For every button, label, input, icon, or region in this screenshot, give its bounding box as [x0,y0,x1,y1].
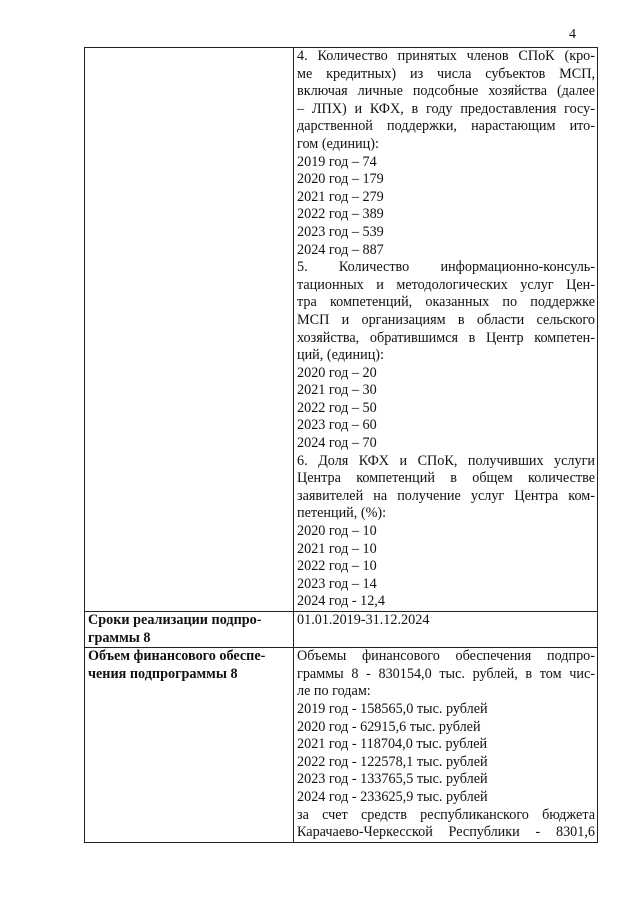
value-line: гом (единиц): [297,135,379,152]
value-line: 4. Количество принятых членов СПоК (кро- [297,48,595,64]
value-line: 2020 год – 179 [297,171,384,188]
row-value-cell [294,648,598,843]
value-line: – ЛПХ) и КФХ, в году предоставления госу- [297,100,595,117]
value-line: ций, (единиц): [297,347,384,364]
value-line: включая личные подсобные хозяйства (далее [297,83,595,100]
value-line: 2024 год - 12,4 [297,593,385,610]
value-line: 2019 год - 158565,0 тыс. рублей [297,700,488,717]
value-line: 2024 год - 233625,9 тыс. рублей [297,788,488,805]
value-line: МСП и организациям в области сельского [297,311,595,328]
value-line: 2019 год – 74 [297,153,377,170]
value-line: 2024 год – 887 [297,241,384,258]
value-line: хозяйства, обратившимся в Центр компетен- [297,329,595,346]
value-line: 2020 год – 10 [297,523,377,540]
value-line: 2022 год - 122578,1 тыс. рублей [297,753,488,770]
table-row [85,48,598,612]
row-label-cell [85,648,294,843]
value-line: 2023 год – 539 [297,223,384,240]
value-line: за счет средств республиканского бюджета [297,806,595,823]
value-line: 01.01.2019-31.12.2024 [297,612,430,628]
row-value-cell [294,48,598,612]
value-line: петенций, (%): [297,505,387,522]
row-label-cell [85,612,294,648]
value-line: 2021 год – 279 [297,188,384,205]
row-label-line: Сроки реализации подпро- [88,612,262,628]
value-line: 2020 год - 62915,6 тыс. рублей [297,718,481,735]
value-line: 6. Доля КФХ и СПоК, получивших услуги [297,452,595,469]
value-line: 2022 год – 10 [297,558,377,575]
value-line: 2021 год – 30 [297,382,377,399]
subprogram-passport-table [84,47,598,843]
value-line: 2023 год – 14 [297,575,377,592]
row-label-line: чения подпрограммы 8 [88,665,238,682]
value-line: ме кредитных) из числа субъектов МСП, [297,65,595,82]
value-line: 2021 год – 10 [297,540,377,557]
value-line: Объемы финансового обеспечения подпро- [297,648,595,665]
row-label-line: граммы 8 [88,629,151,646]
value-line: 5. Количество информационно-консуль- [297,259,595,276]
value-line: 2023 год – 60 [297,417,377,434]
value-line: 2022 год – 389 [297,206,384,223]
value-line: Центра компетенций в общем количестве [297,470,595,487]
value-line: ле по годам: [297,683,371,700]
value-line: 2020 год – 20 [297,364,377,381]
table-row [85,648,598,843]
value-line: дарственной поддержки, нарастающим ито- [297,118,595,135]
row-label-line: Объем финансового обеспе- [88,648,266,665]
value-line: 2024 год – 70 [297,435,377,452]
value-line: тационных и методологических услуг Цен- [297,276,595,293]
value-line: граммы 8 - 830154,0 тыс. рублей, в том чис- [297,665,595,682]
value-line: заявителей на получение услуг Центра ком- [297,487,595,504]
value-line: 2023 год - 133765,5 тыс. рублей [297,771,488,788]
row-value-cell [294,612,598,648]
page-number: 4 [569,27,576,42]
value-line: 2021 год - 118704,0 тыс. рублей [297,736,488,753]
row-label-cell [85,48,294,612]
value-line: 2022 год – 50 [297,399,377,416]
value-line: тра компетенций, оказанных по поддержке [297,294,595,311]
value-line: Карачаево-Черкесской Республики - 8301,6 [297,824,595,841]
table-row [85,612,598,648]
